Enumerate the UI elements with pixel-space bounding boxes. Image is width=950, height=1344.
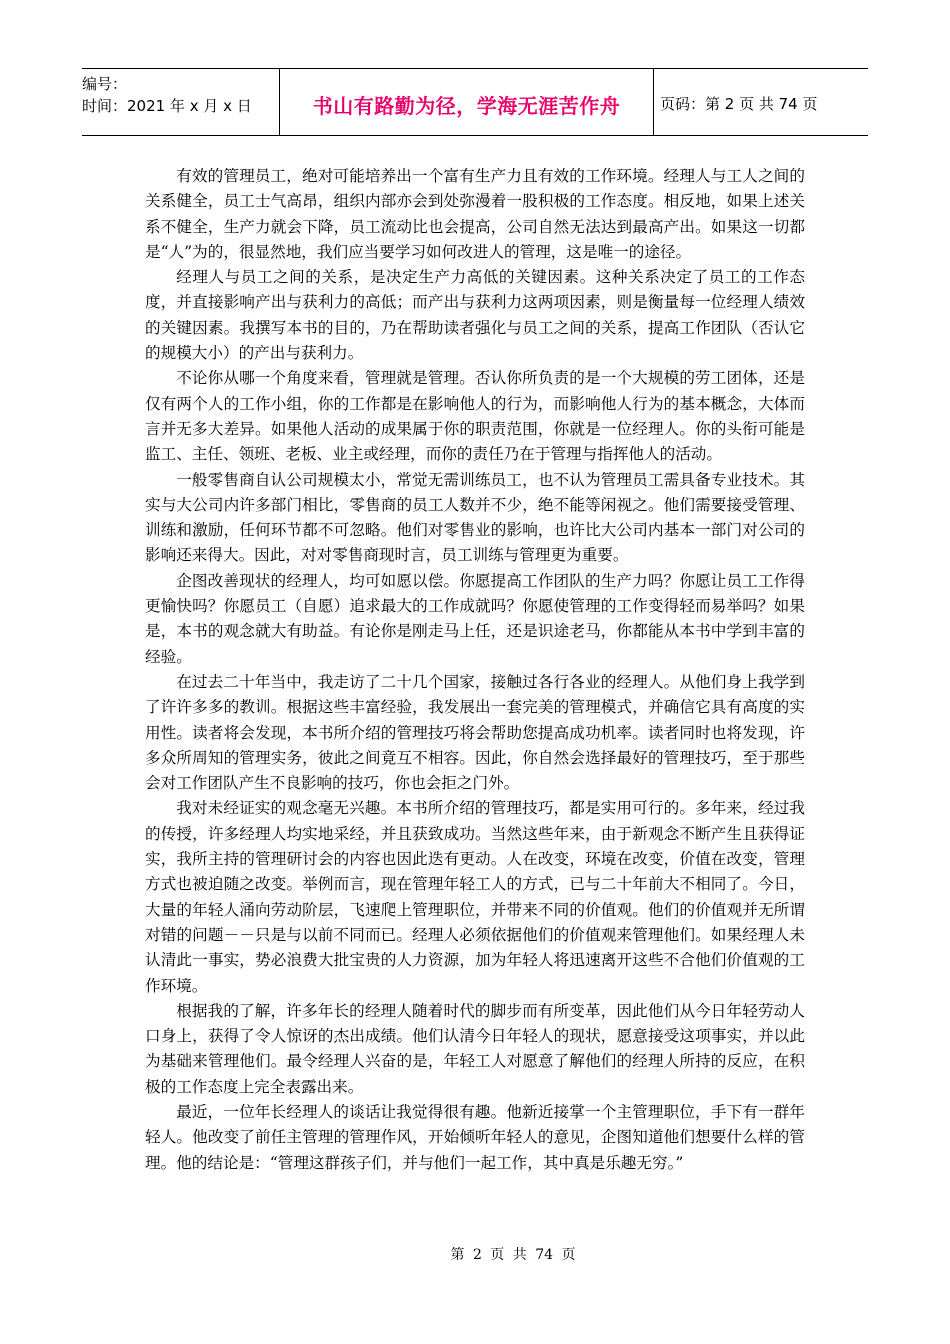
paragraph: 在过去二十年当中，我走访了二十几个国家，接触过各行各业的经理人。从他们身上我学到了许许多多的教训。根据这些丰富经验，我发展出一套完美的管理模式，并确信它具有高度的实用性。读者将会发现，本书所介绍的管理技巧将会帮助您提高成功机率。读者同时也将发现，许多众所周知的管理实务，彼此之间竟互不相容。因此，你自然会选择最好的管理技巧，至于那些会对工作团队产生不良影响的技巧，你也会拒之门外。	[145, 672, 805, 793]
paragraph: 我对未经证实的观念毫无兴趣。本书所介绍的管理技巧，都是实用可行的。多年来，经过我的传授，许多经理人均实地采经，并且获致成功。当然这些年来，由于新观念不断产生且获得证实，我所主持的管理研讨会的内容也因此迭有更动。人在改变，环境在改变，价值在改变，管理方式也被迫随之改变。举例而言，现在管理年轻工人的方式，已与二十年前大不相同了。今日，大量的年轻人涌向劳动阶层，飞速爬上管理职位，并带来不同的价值观。他们的价值观并无所谓对错的问题－－只是与以前不同而已。经理人必须依据他们的价值观来管理他们。如果经理人未认清此一事实，势必浪费大批宝贵的人力资源，加为年轻人将迅速离开这些不合他们价值观的工作环境。	[145, 799, 805, 995]
paragraph: 根据我的了解，许多年长的经理人随着时代的脚步而有所变革，因此他们从今日年轻劳动人口身上，获得了令人惊讶的杰出成绩。他们认清今日年轻人的现状，愿意接受这项事实，并以此为基础来管理他们。最令经理人兴奋的是，年轻工人对愿意了解他们的经理人所持的反应，在积极的工作态度上完全表露出来。	[145, 1001, 805, 1096]
paragraph: 企图改善现状的经理人，均可如愿以偿。你愿提高工作团队的生产力吗？你愿让员工工作得更愉快吗？你愿员工（自愿）追求最大的工作成就吗？你愿使管理的工作变得轻而易举吗？如果是，本书的观念就大有助益。有论你是刚走马上任，还是识途老马，你都能从本书中学到丰富的经验。	[145, 571, 805, 666]
paragraph: 一般零售商自认公司规模太小，常觉无需训练员工，也不认为管理员工需具备专业技术。其实与大公司内许多部门相比，零售商的员工人数并不少，绝不能等闲视之。他们需要接受管理、训练和激励，任何环节都不可忽略。他们对零售业的影响，也许比大公司内基本一部门对公司的影响还来得大。因此，对对零售商现时言，员工训练与管理更为重要。	[145, 470, 805, 565]
header-meta	[82, 69, 280, 135]
document-date: 时间：2021 年 x 月 x 日	[82, 97, 252, 115]
paragraph: 不论你从哪一个角度来看，管理就是管理。否认你所负责的是一个大规模的劳工团体，还是仅有两个人的工作小组，你的工作都是在影响他人的行为，而影响他人行为的基本概念，大体而言并无多大差异。如果他人活动的成果属于你的职责范围，你就是一位经理人。你的头衔可能是监工、主任、领班、老板、业主或经理，而你的责任乃在于管理与指挥他人的活动。	[145, 369, 805, 464]
paragraph: 经理人与员工之间的关系，是决定生产力高低的关键因素。这种关系决定了员工的工作态度，并直接影响产出与获利力的高低；而产出与获利力这两项因素，则是衡量每一位经理人绩效的关键因素。我撰写本书的目的，乃在帮助读者强化与员工之间的关系，提高工作团队（否认它的规模大小）的产出与获利力。	[145, 268, 805, 363]
page-header	[82, 68, 868, 136]
header-motto: 书山有路勤为径，学海无涯苦作舟	[280, 69, 654, 135]
header-page-number: 页码：第 2 页 共 74 页	[660, 94, 818, 113]
page-footer: 第 2 页 共 74 页	[450, 1247, 576, 1263]
paragraph: 最近，一位年长经理人的谈话让我觉得很有趣。他新近接掌一个主管理职位，手下有一群年轻人。他改变了前任主管理的管理作风，开始倾听年轻人的意见，企图知道他们想要什么样的管理。他的结论是：“管理这群孩子们，并与他们一起工作，其中真是乐趣无穷。”	[145, 1102, 805, 1172]
body-text	[145, 164, 805, 1176]
document-number: 编号：	[82, 75, 128, 93]
paragraph: 有效的管理员工，绝对可能培养出一个富有生产力且有效的工作环境。经理人与工人之间的关系健全，员工士气高昂，组织内部亦会到处弥漫着一股积极的工作态度。相反地，如果上述关系不健全，生产力就会下降，员工流动比也会提高，公司自然无法达到最高产出。如果这一切都是“人”为的，很显然地，我们应当要学习如何改进人的管理，这是唯一的途径。	[145, 167, 805, 261]
